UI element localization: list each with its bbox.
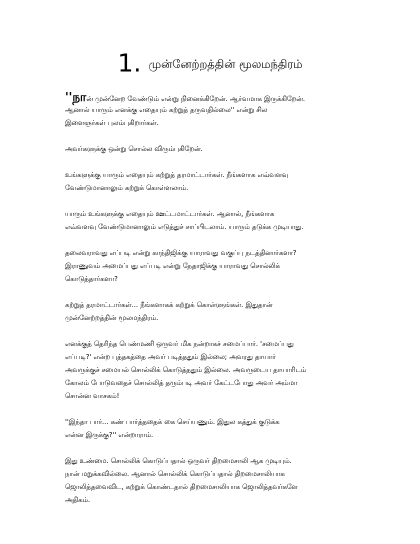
text-line: எனக்குத் தெரிந்த பெண்மணி ஒருவர் மிக நன்றாகச் சமைப்பார். 'சமைப்பது: [65, 340, 294, 348]
chapter-number: 1.: [117, 48, 142, 78]
text-line: நான் மறுக்கவில்லை. ஆனால் சொல்லிக் கொடுப்பதால் திறமைசாலியாக: [65, 470, 285, 478]
text-line: அதிகம்.: [65, 496, 91, 504]
text-line: அவர்களுக்கு ஒன்று சொல்ல விரும்புகிறேன்.: [65, 145, 203, 153]
text-line: யாரும் உங்களுக்கு எதையும் ஊட்டமாட்டார்கள். ஆனால், நீங்களாக: [65, 210, 275, 218]
text-line: ஆனால் யாரும் எனக்கு எதையும் கற்றுத் தருவதில்லை'' என்று சில: [65, 106, 268, 114]
paragraph: [65, 247, 395, 286]
line-text: ன் முன்னேற வேண்டும் என்று நினைக்கிறேன். ஆர்வமாக இருக்கிறேன்.: [86, 95, 305, 103]
text-line: கொடுத்தார்களா?: [65, 275, 118, 283]
body-text: [65, 91, 395, 520]
paragraph: [65, 169, 395, 195]
text-line: முன்னேற்றத்தின் மூலமந்திரம்.: [65, 314, 159, 322]
text-line: கற்றுத் தரமாட்டார்கள்... நீங்களாகக் கற்றுக் கொள்ளுங்கள். இதுதான்: [65, 301, 273, 309]
text-line: இளைஞர்கள் புலம்புகிறார்கள்.: [65, 119, 159, 127]
text-line: [65, 91, 395, 104]
paragraph: [65, 208, 395, 234]
text-line: கோலம் போடுவதைச் சொல்லித் தரும்படி அவர் கேட்டபோது அவர் அம்மா: [65, 379, 298, 387]
chapter-title: முன்னேற்றத்தின் மூலமந்திரம்: [148, 56, 303, 71]
paragraph: [65, 299, 395, 325]
text-line: என்ன இருக்கு?'' என்றாராம்.: [65, 431, 154, 439]
text-line: ஜொலித்தவைவிட, கற்றுக் கொண்டதால் திறமைசாலியாக ஜொலித்தவர்களே: [65, 483, 298, 491]
text-line: அவருக்குச் சமையல் சொல்லிக் கொடுத்ததும் இல்லை. அவருடைய தாயாரிடம்: [65, 366, 307, 374]
paragraph: [65, 143, 395, 156]
text-line: ''இந்தா பார்... கண் பார்த்ததைக் கை செய்யணும். இதுல கத்துக் குடுக்க: [65, 418, 280, 426]
chapter-heading: [0, 48, 420, 79]
paragraph: [65, 455, 395, 507]
text-line: இராணுவம் அமைப்பது எப்படி என்று நேதாஜிக்கு யாராவது சொல்லிக்: [65, 262, 280, 270]
paragraph-intro: [65, 91, 395, 130]
text-line: இது உண்மை. சொல்லிக் கொடுப்பதால் ஒருவர் திறமைசாலி ஆக முடியும்.: [65, 457, 292, 465]
dropcap-text: ''நா: [65, 90, 87, 104]
text-line: எவ்வளவு வேண்டுமானாலும் எடுத்துச் சாப்பிடலாம். யாரும் தடுக்க முடியாது.: [65, 223, 304, 231]
text-line: சொன்ன வாசகம்!: [65, 392, 120, 400]
text-line: தலைவராவது எப்படி என்று காந்திஜிக்கு யாராவது வகுப்பு நடத்தினார்களா?: [65, 249, 297, 257]
text-line: உங்களுக்கு யாரும் எதையும் கற்றுத் தரமாட்டார்கள். நீங்களாக எவ்வளவு: [65, 171, 289, 179]
text-line: வேண்டுமானாலும் கற்றுக் கொள்ளலாம்.: [65, 184, 189, 192]
paragraph: [65, 338, 395, 403]
paragraph: [65, 416, 395, 442]
text-line: எப்படி?' என்ற புத்தகத்தை அவர் படித்ததும் இல்லை; அவரது தாயார்: [65, 353, 276, 361]
